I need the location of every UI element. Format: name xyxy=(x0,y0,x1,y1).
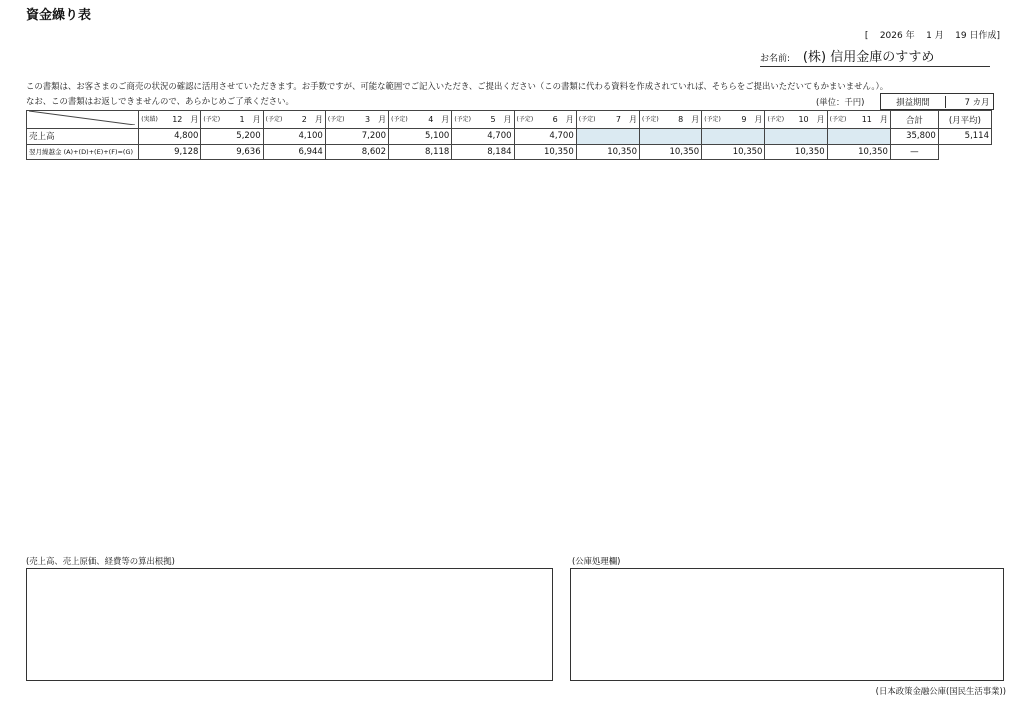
period-unit: カ月 xyxy=(972,96,990,107)
date-open: [ xyxy=(864,31,869,41)
month-header: (予定) 2 月 xyxy=(263,111,325,129)
cashflow-table xyxy=(26,110,992,160)
date-year-unit: 年 xyxy=(905,31,915,41)
page-title: 資金繰り表 xyxy=(26,8,92,23)
date-day-unit: 日作成] xyxy=(969,31,1000,41)
cell[interactable] xyxy=(765,129,827,145)
avg-cell: 5,114 xyxy=(938,129,991,145)
header-diagonal xyxy=(29,111,135,125)
cell: 10,350 xyxy=(702,144,765,160)
period-value[interactable]: 7 xyxy=(964,96,970,107)
cell: 10,350 xyxy=(827,144,890,160)
empty-cell xyxy=(938,144,991,160)
footer-issuer: (日本政策金融公庫(国民生活事業)) xyxy=(875,686,1006,696)
cell: 8,118 xyxy=(389,144,452,160)
cell[interactable]: 5,100 xyxy=(389,129,452,145)
name-value[interactable]: (株) 信用金庫のすすめ xyxy=(802,50,935,65)
cell: 10,350 xyxy=(576,144,639,160)
month-header: (予定) 8 月 xyxy=(639,111,701,129)
total-cell: — xyxy=(890,144,938,160)
cell: 9,636 xyxy=(201,144,263,160)
note-line-1: この書類は、お客さまのご商売の状況の確認に活用させていただきます。お手数ですが、可能な範囲でご記入いただき、ご提出ください（この書類に代わる資料を作成されていれば、そちらをご提出いただいてもかまいません。）。 xyxy=(26,81,889,91)
cell[interactable]: 4,100 xyxy=(263,129,325,145)
cell[interactable]: 4,700 xyxy=(514,129,576,145)
month-header: (予定) 4 月 xyxy=(389,111,452,129)
avg-header: (月平均) xyxy=(938,111,991,129)
cell[interactable]: 4,800 xyxy=(139,129,201,145)
cell[interactable] xyxy=(827,129,890,145)
cell: 10,350 xyxy=(514,144,576,160)
creation-date xyxy=(865,28,1000,41)
month-header: (予定) 9 月 xyxy=(702,111,765,129)
unit-label: (単位：千円) xyxy=(816,97,865,107)
office-use-box xyxy=(570,568,1004,681)
cell[interactable]: 4,700 xyxy=(452,129,514,145)
cell: 10,350 xyxy=(765,144,827,160)
date-month[interactable]: 1 xyxy=(926,31,932,41)
month-header: (予定) 11 月 xyxy=(827,111,890,129)
cell: 8,602 xyxy=(325,144,388,160)
month-header: (予定) 6 月 xyxy=(514,111,576,129)
cell[interactable] xyxy=(639,129,701,145)
date-month-unit: 月 xyxy=(934,31,944,41)
total-header: 合計 xyxy=(890,111,938,129)
cell: 10,350 xyxy=(639,144,701,160)
month-header: (予定) 1 月 xyxy=(201,111,263,129)
date-day[interactable]: 19 xyxy=(955,31,967,41)
period-box xyxy=(880,93,994,110)
table-row xyxy=(27,129,992,145)
basis-section-label: (売上高、売上原価、経費等の算出根拠) xyxy=(26,556,175,566)
cell[interactable] xyxy=(576,129,639,145)
cell[interactable]: 5,200 xyxy=(201,129,263,145)
month-header: (予定) 3 月 xyxy=(325,111,388,129)
customer-name-row xyxy=(760,46,990,67)
header-corner xyxy=(27,111,139,129)
month-header: (予定) 7 月 xyxy=(576,111,639,129)
cell: 9,128 xyxy=(139,144,201,160)
note-line-2: なお、この書類はお返しできませんので、あらかじめご了承ください。 xyxy=(26,96,294,106)
cell[interactable] xyxy=(702,129,765,145)
cell[interactable]: 7,200 xyxy=(325,129,388,145)
month-header: (実績) 12 月 xyxy=(139,111,201,129)
cell: 8,184 xyxy=(452,144,514,160)
month-header: (予定) 5 月 xyxy=(452,111,514,129)
month-header: (予定) 10 月 xyxy=(765,111,827,129)
office-section-label: (公庫処理欄) xyxy=(572,556,621,566)
period-label: 損益期間 xyxy=(881,96,946,108)
row-label: 翌月繰越金 (A)+(D)+(E)+(F)=(G) xyxy=(27,144,139,160)
basis-textarea[interactable] xyxy=(26,568,553,681)
name-label: お名前: xyxy=(760,54,791,64)
date-year[interactable]: 2026 xyxy=(879,31,903,41)
cell: 6,944 xyxy=(263,144,325,160)
table-row xyxy=(27,144,992,160)
total-cell: 35,800 xyxy=(890,129,938,145)
row-label: 売上高 xyxy=(27,129,139,145)
header-row xyxy=(27,111,992,129)
